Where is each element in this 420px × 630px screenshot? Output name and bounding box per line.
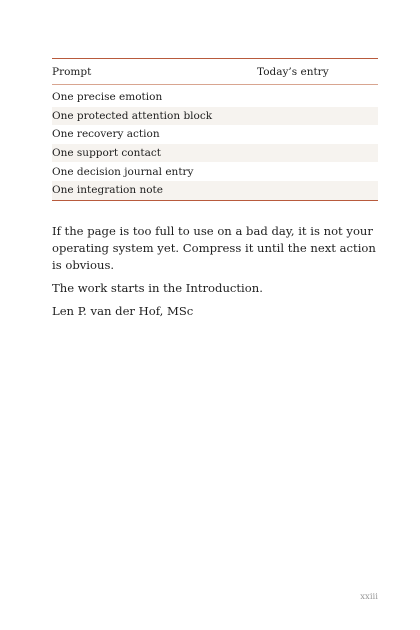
row-prompt: One recovery action: [52, 128, 160, 141]
author-signature: Len P. van der Hof, MSc: [52, 304, 194, 318]
table-row: [52, 162, 378, 181]
header-prompt: Prompt: [52, 65, 92, 78]
page-number: xxiii: [360, 592, 378, 602]
closing-text: [52, 223, 382, 326]
paragraph-compress: If the page is too full to use on a bad day, it is not your operating system yet. Compress it until the next action is obvious.: [52, 224, 376, 272]
paragraph-introduction: The work starts in the Introduction.: [52, 281, 263, 295]
row-prompt: One decision journal entry: [52, 165, 194, 178]
prompt-table: [52, 58, 378, 201]
table-row: [52, 88, 378, 107]
row-prompt: One support contact: [52, 147, 161, 160]
table-row: [52, 144, 378, 163]
table-header-row: [52, 59, 378, 85]
row-prompt: One protected attention block: [52, 109, 213, 122]
row-prompt: One integration note: [52, 184, 163, 197]
table-row: [52, 125, 378, 144]
header-todays-entry: Today’s entry: [257, 65, 329, 78]
table-row: [52, 181, 378, 200]
table-row: [52, 107, 378, 126]
row-prompt: One precise emotion: [52, 91, 163, 104]
table-bottom-rule: [52, 200, 378, 201]
